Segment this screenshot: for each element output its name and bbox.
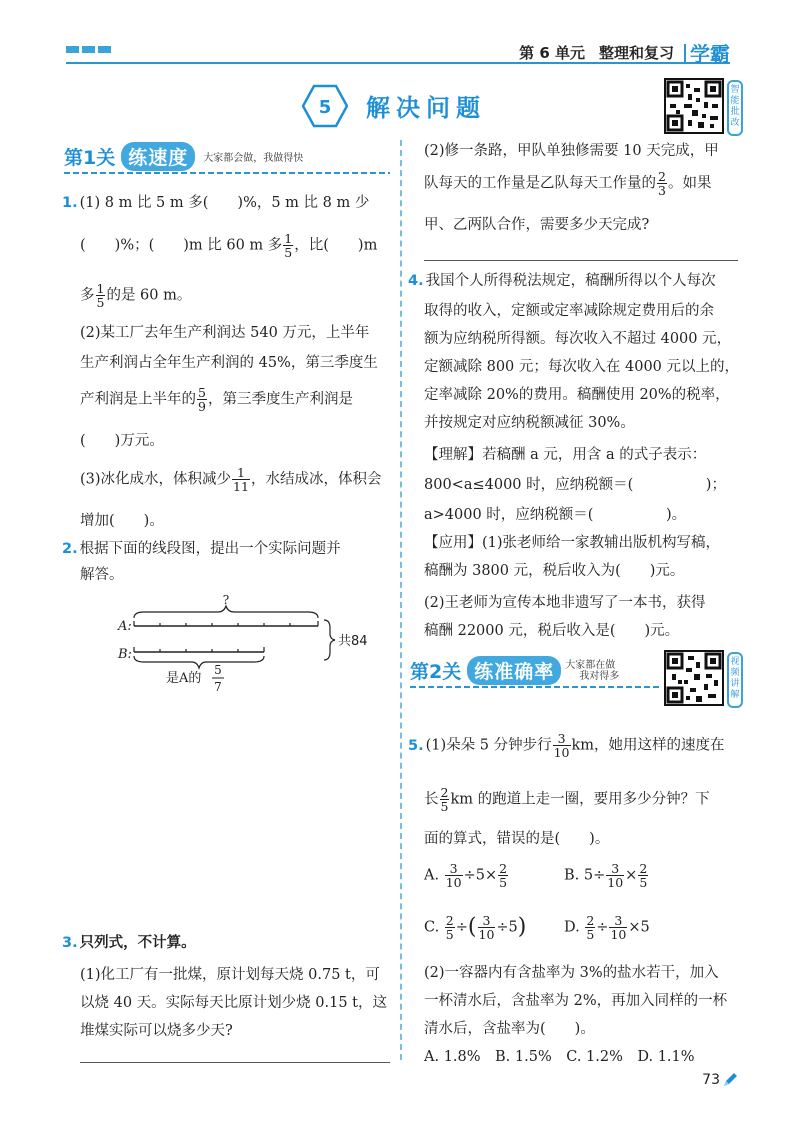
qr-side-label-grading: 智能批改: [727, 80, 743, 136]
q4-line8: 800<a≤4000 时，应纳税额＝( )；: [424, 477, 726, 493]
q2-line1: 2. 根据下面的线段图，提出一个实际问题并: [62, 541, 341, 557]
segment-a-ticks: [134, 621, 318, 626]
q5-option-c[interactable]: C. $\frac{2}{5}$ ÷( $\frac{3}{10}$ ÷5): [424, 913, 527, 942]
qr-code-icon[interactable]: [664, 650, 724, 706]
q4-line11: 稿酬为 3800 元，税后收入为( )元。: [424, 563, 685, 579]
fraction: $\frac{5}{9}$: [198, 385, 206, 414]
q5-p2-options[interactable]: A. 1.8% B. 1.5% C. 1.2% D. 1.1%: [424, 1049, 695, 1065]
q5-line3: 面的算式，错误的是( )。: [424, 831, 610, 847]
section-note: 大家都在做 我对得多: [565, 659, 620, 682]
q5-p2-line1: (2)一容器内有含盐率为 3%的盐水若干，加入: [424, 965, 719, 981]
q3-p2-line2: 队每天的工作量是乙队每天工作量的 $\frac{2}{3}$ 。如果: [424, 169, 712, 198]
total-label: 共84: [338, 634, 368, 649]
q1-line1: 1. (1) 8 m 比 5 m 多( )%，5 m 比 8 m 少: [62, 195, 370, 211]
qr-side-label-video: 视频讲解: [727, 652, 743, 708]
q4-line7: 【理解】若稿酬 a 元，用含 a 的式子表示：: [424, 447, 707, 463]
q4-line9: a>4000 时，应纳税额＝( )。: [424, 507, 687, 523]
q5-option-d[interactable]: D. $\frac{2}{5}$ ÷ $\frac{3}{10}$ ×5: [564, 913, 650, 942]
section-banner-1: [64, 142, 303, 171]
question-mark: ?: [222, 593, 230, 607]
q1-p2-line4: ( )万元。: [80, 433, 164, 449]
brace-top: [134, 606, 318, 618]
q4-line13: 稿酬 22000 元，税后收入是( )元。: [424, 623, 680, 639]
q5-option-b[interactable]: B. 5÷ $\frac{3}{10}$ × $\frac{2}{5}$: [564, 861, 648, 890]
answer-line: [80, 1062, 390, 1063]
q3-line1: (1)化工厂有一批煤，原计划每天烧 0.75 t，可: [80, 967, 380, 983]
section-rule: [64, 172, 390, 174]
answer-line: [424, 260, 738, 261]
section-badge: 练速度: [121, 142, 195, 171]
q5-line1: 5. (1)朵朵 5 分钟步行 $\frac{3}{10}$ km，她用这样的速度在: [408, 731, 725, 760]
q1-p3-line2: 增加( )。: [80, 513, 164, 529]
fraction: $\frac{1}{11}$: [233, 465, 249, 494]
q4-line3: 额为应纳税所得额。每次收入不超过 4000 元，: [424, 331, 732, 347]
hexagon-icon: [302, 84, 348, 128]
q3-number: 3.: [62, 935, 78, 951]
q5-line2: 长 $\frac{2}{5}$ km 的跑道上走一圈，要用多少分钟？下: [424, 785, 710, 814]
q4-line4: 定额减除 800 元；每次收入在 4000 元以上的，: [424, 359, 740, 375]
q1-number: 1.: [62, 195, 78, 211]
q5-number: 5.: [408, 737, 424, 754]
brand-logo: 学霸: [690, 42, 730, 66]
q3-line3: 堆煤实际可以烧多少天?: [80, 1023, 233, 1039]
q4-line10: 【应用】(1)张老师给一家教辅出版机构写稿，: [424, 535, 721, 551]
b-fraction-numerator: 5: [214, 663, 222, 677]
q5-option-a[interactable]: A. $\frac{3}{10}$ ÷5× $\frac{2}{5}$: [424, 861, 508, 890]
q4-line12: (2)王老师为宣传本地非遗写了一本书，获得: [424, 595, 706, 611]
brace-right: [324, 620, 335, 660]
header-divider: [684, 44, 686, 62]
fraction: $\frac{3}{10}$: [553, 731, 570, 760]
fraction: $\frac{1}{5}$: [96, 281, 105, 310]
q1-line2: ( )%；( )m 比 60 m 多 $\frac{1}{5}$ ，比( )m: [80, 231, 378, 260]
q5-p2-line3: 清水后，含盐率为( )。: [424, 1021, 595, 1037]
q3-line-head: 3. 只列式，不计算。: [62, 935, 196, 951]
segment-diagram: [100, 590, 370, 700]
segment-b-ticks: [134, 647, 264, 652]
label-a: A:: [118, 619, 132, 634]
header-title: [519, 38, 730, 67]
q4-line5: 定率减除 20%的费用。稿酬使用 20%的税率，: [424, 387, 730, 403]
lesson-number: 5: [318, 97, 332, 118]
q4-line2: 取得的收入，定额或定率减除规定费用后的余: [424, 303, 714, 319]
q2-number: 2.: [62, 541, 78, 557]
q1-p2-line2: 生产利润占全年生产利润的 45%，第三季度生: [80, 355, 378, 371]
q1-p2-line1: (2)某工厂去年生产利润达 540 万元，上半年: [80, 325, 370, 341]
q1-line3: 多 $\frac{1}{5}$ 的是 60 m。: [80, 281, 192, 310]
q4-number: 4.: [408, 273, 424, 289]
fraction: $\frac{1}{5}$: [284, 231, 293, 260]
q3-p2-line3: 甲、乙两队合作，需要多少天完成?: [424, 217, 650, 233]
unit-label: 第 6 单元: [519, 44, 585, 62]
q2-line2: 解答。: [80, 567, 124, 583]
label-b: B:: [118, 647, 132, 662]
q5-p2-line2: 一杯清水后，含盐率为 2%，再加入同样的一杯: [424, 993, 728, 1009]
section-level: 第2关: [410, 661, 462, 683]
section-level: 第1关: [64, 147, 116, 169]
topic-label: 整理和复习: [598, 44, 674, 62]
b-fraction-denominator: 7: [214, 680, 222, 694]
b-note: 是A的: [166, 671, 202, 686]
header-marks: [66, 46, 111, 53]
section-banner-2: [410, 656, 619, 685]
page-number: 73: [702, 1072, 720, 1088]
q4-line6: 并按规定对应纳税额减征 30%。: [424, 415, 635, 431]
q3-line2: 以烧 40 天。实际每天比原计划少烧 0.15 t，这: [80, 995, 387, 1011]
pencil-icon: [722, 1072, 738, 1088]
section-note: 大家都会做，我做得快: [203, 153, 304, 164]
column-divider: [400, 140, 402, 1060]
page-title: 解决问题: [366, 94, 486, 122]
q4-line1: 4. 我国个人所得税法规定，稿酬所得以个人每次: [408, 273, 716, 289]
brace-bottom: [134, 656, 264, 668]
q3-p2-line1: (2)修一条路，甲队单独修需要 10 天完成，甲: [424, 143, 719, 159]
section-rule: [410, 686, 660, 688]
q1-p2-line3: 产利润是上半年的 $\frac{5}{9}$ ，第三季度生产利润是: [80, 385, 353, 414]
section-badge: 练准确率: [467, 656, 561, 685]
fraction: $\frac{2}{3}$: [658, 169, 666, 198]
qr-code-icon[interactable]: [664, 78, 724, 134]
q1-p3-line1: (3)冰化成水，体积减少 $\frac{1}{11}$ ，水结成冰，体积会: [80, 465, 382, 494]
fraction: $\frac{2}{5}$: [440, 785, 449, 814]
